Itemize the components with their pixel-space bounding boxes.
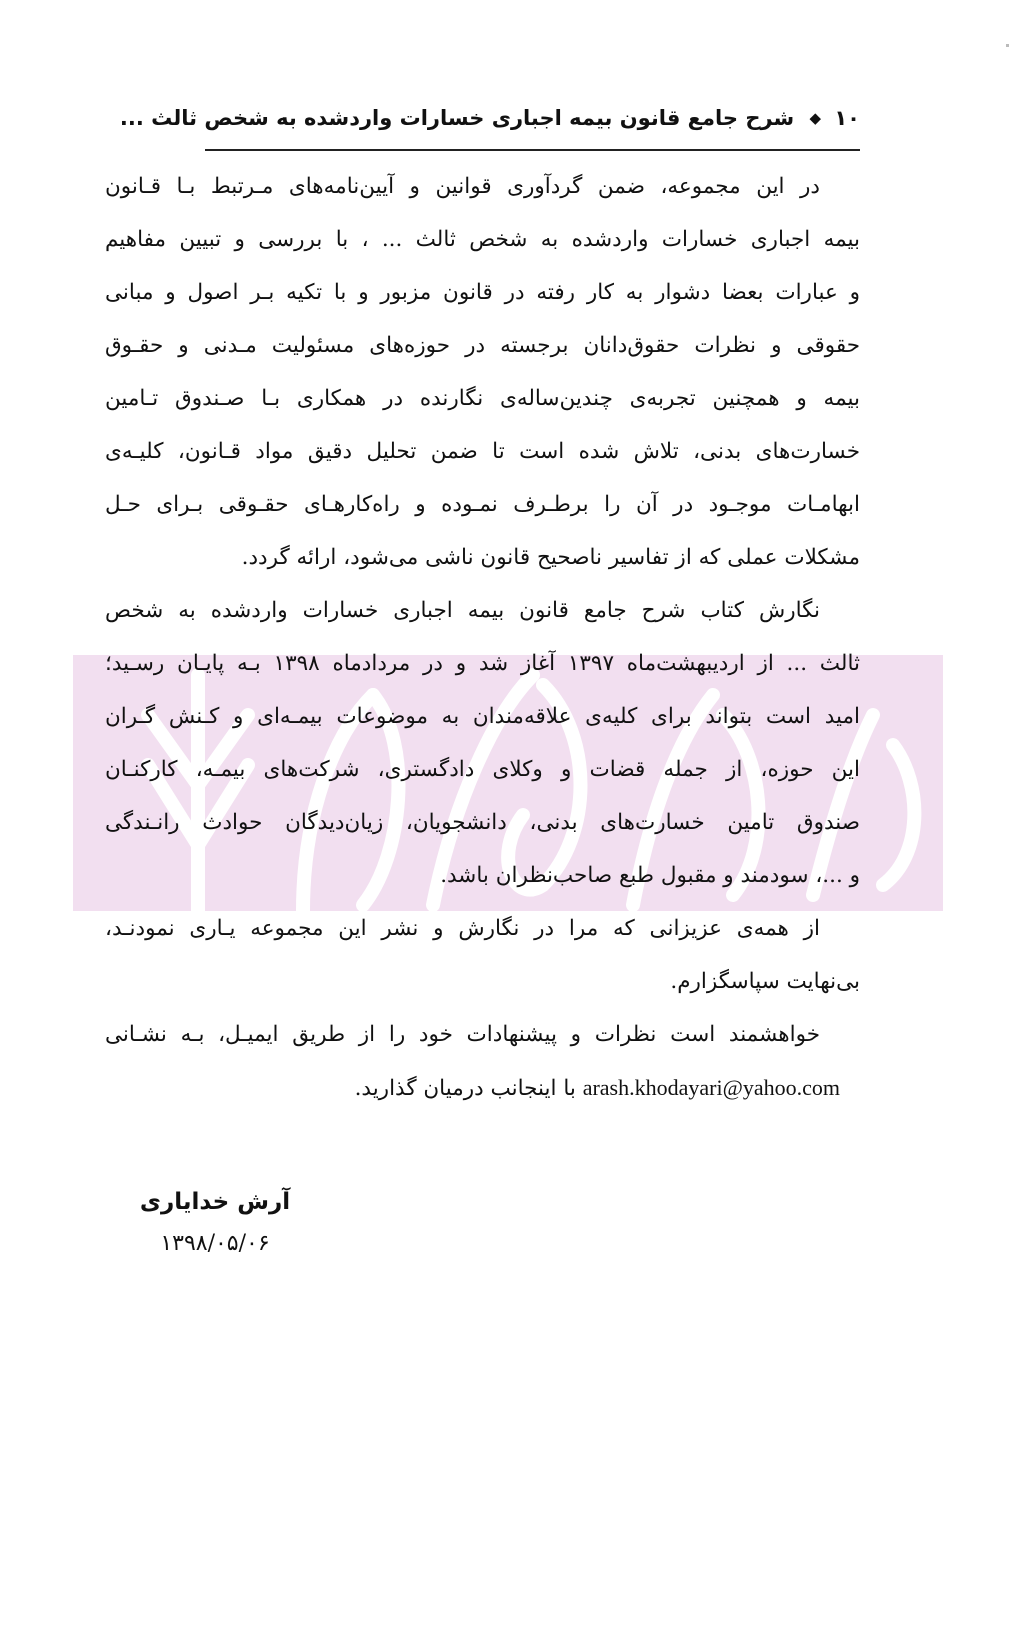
signature-date: ۱۳۹۸/۰۵/۰۶ (160, 1231, 270, 1256)
text-line: ابهامـات موجـود در آن را برطـرف نمـوده و راه‌کارهـای حقـوقی بـرای حـل (105, 492, 860, 517)
text-line: در این مجموعه، ضمن گردآوری قوانین و آیین‌نامه‌های مـرتبط بـا قـانون (105, 174, 820, 199)
text-line: نگارش کتاب شرح جامع قانون بیمه اجباری خسارات واردشده به شخص (105, 598, 820, 623)
author-name: آرش خدایاری (139, 1189, 291, 1215)
text-line: بی‌نهایت سپاسگزارم. (670, 969, 860, 994)
author-email-link[interactable]: arash.khodayari@yahoo.com (582, 1075, 840, 1100)
text-line: از همه‌ی عزیزانی که مرا در نگارش و نشر این مجموعه یـاری نمودنـد، (105, 916, 820, 941)
scan-speck (1006, 44, 1009, 47)
text-line: بیمه و همچنین تجربه‌ی چندین‌ساله‌ی نگارنده در همکاری بـا صـندوق تـامین (105, 386, 860, 411)
text-line: خواهشمند است نظرات و پیشنهادات خود را از طریق ایمیـل، بـه نشـانی (105, 1022, 820, 1047)
text-line: و عبارات بعضا دشوار به کار رفته در قانون مزبور و با تکیه بـر اصول و مبانی (105, 280, 860, 305)
text-line: خسارت‌های بدنی، تلاش شده است تا ضمن تحلیل دقیق مواد قـانون، کلیـه‌ی (105, 439, 860, 464)
running-header (119, 96, 860, 140)
page-number: ۱۰ (834, 106, 860, 130)
text-line: این حوزه، از جمله قضات و وکلای دادگستری، شرکت‌های بیمـه، کارکنـان (105, 757, 860, 782)
text-line: بیمه اجباری خسارات واردشده به شخص ثالث ... ، با بررسی و تبیین مفاهیم (105, 227, 860, 252)
text-line: ثالث ... از اردیبهشت‌ماه ۱۳۹۷ آغاز شد و در مردادماه ۱۳۹۸ بـه پایـان رسـید؛ (105, 651, 861, 676)
author-signature (130, 1180, 300, 1264)
text-line: و ...، سودمند و مقبول طبع صاحب‌نظران باشد. (440, 863, 860, 888)
running-title: شرح جامع قانون بیمه اجباری خسارات واردشده به شخص ثالث ... (119, 106, 795, 130)
text-line: مشکلات عملی که از تفاسیر ناصحیح قانون ناشی می‌شود، ارائه گردد. (241, 545, 860, 570)
text-line: صندوق تامین خسارت‌های بدنی، دانشجویان، زیان‌دیدگان حوادث رانـندگی (105, 810, 860, 835)
diamond-separator-icon: ◆ (809, 109, 822, 127)
header-rule (205, 149, 860, 151)
email-suffix: با اینجانب درمیان گذارید. (354, 1076, 583, 1101)
text-line: امید است بتواند برای کلیه‌ی علاقه‌مندان به موضوعات بیمـه‌ای و کـنش گـران (105, 704, 860, 729)
text-line: حقوقی و نظرات حقوق‌دانان برجسته در حوزه‌های مسئولیت مـدنی و حقـوق (105, 333, 860, 358)
preface-body (105, 160, 860, 1114)
contact-line (105, 1061, 860, 1114)
